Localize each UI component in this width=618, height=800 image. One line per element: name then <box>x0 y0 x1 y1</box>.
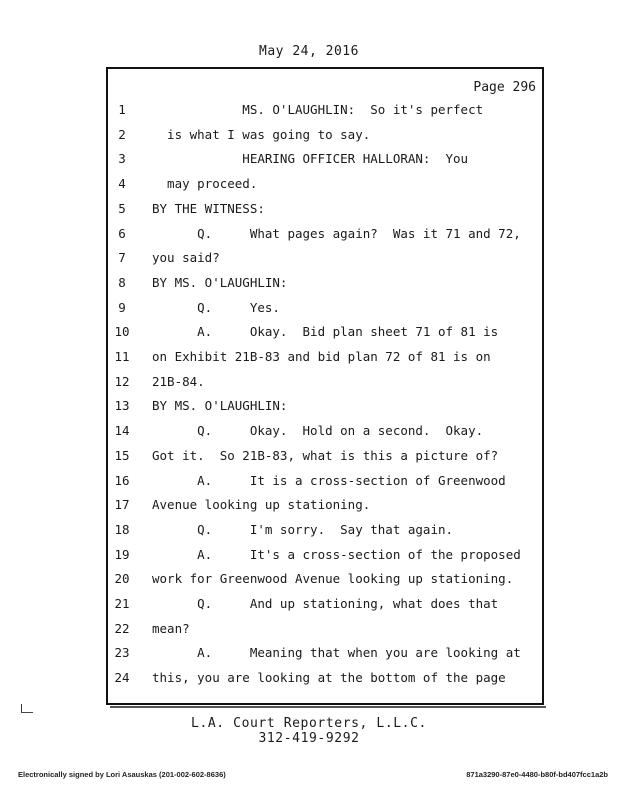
line-number: 12 <box>114 373 130 389</box>
transcript-line: A. It's a cross-section of the proposed <box>152 546 521 562</box>
line-number: 5 <box>118 200 126 216</box>
transcript-line: HEARING OFFICER HALLORAN: You <box>152 151 469 167</box>
transcript-line: Q. Okay. Hold on a second. Okay. <box>152 423 484 439</box>
margin-mark <box>21 704 22 712</box>
line-number: 13 <box>114 398 130 414</box>
margin-mark-tick <box>21 712 33 713</box>
transcript-line: work for Greenwood Avenue looking up stationing. <box>152 571 514 587</box>
transcript-line: you said? <box>152 250 220 266</box>
transcript-line: is what I was going to say. <box>152 126 371 142</box>
document-id: 871a3290-87e0-4480-b80f-bd407fcc1a2b <box>466 770 608 779</box>
transcript-line: Avenue looking up stationing. <box>152 497 371 513</box>
electronic-signature: Electronically signed by Lori Asauskas (201-002-602-8636) <box>18 770 226 779</box>
line-number: 10 <box>114 324 130 340</box>
line-number: 16 <box>114 472 130 488</box>
transcript-line: on Exhibit 21B-83 and bid plan 72 of 81 is on <box>152 349 491 364</box>
line-number: 19 <box>114 546 130 562</box>
line-number: 1 <box>118 102 126 117</box>
line-number: 3 <box>118 151 126 167</box>
line-number: 23 <box>114 645 130 661</box>
line-number: 11 <box>114 349 130 364</box>
transcript-line: BY MS. O'LAUGHLIN: <box>152 274 288 290</box>
line-number: 8 <box>118 274 126 290</box>
transcript-line: BY MS. O'LAUGHLIN: <box>152 398 288 414</box>
line-number: 24 <box>114 670 130 686</box>
transcript-line: this, you are looking at the bottom of the page <box>152 670 506 686</box>
line-number: 6 <box>118 225 126 241</box>
transcript-line: MS. O'LAUGHLIN: So it's perfect <box>152 102 484 117</box>
line-number: 9 <box>118 299 126 315</box>
transcript-line: may proceed. <box>152 176 258 192</box>
transcript-line: mean? <box>152 620 190 636</box>
line-number: 7 <box>118 250 126 266</box>
transcript-line: Q. Yes. <box>152 299 280 315</box>
line-number: 17 <box>114 497 130 513</box>
line-number: 14 <box>114 423 130 439</box>
line-number: 18 <box>114 521 130 537</box>
page-number: Page 296 <box>473 80 536 95</box>
transcript-line: A. Okay. Bid plan sheet 71 of 81 is <box>152 324 499 340</box>
footer-company: L.A. Court Reporters, L.L.C. <box>191 716 427 731</box>
line-number: 21 <box>114 596 130 611</box>
transcript-line: BY THE WITNESS: <box>152 200 265 216</box>
transcript-line: Q. What pages again? Was it 71 and 72, <box>152 225 521 241</box>
line-number: 15 <box>114 447 130 463</box>
line-number: 2 <box>118 126 126 142</box>
transcript-line: Q. And up stationing, what does that <box>152 596 499 611</box>
page-border-shadow <box>110 706 546 708</box>
footer-phone: 312-419-9292 <box>258 731 360 746</box>
transcript-line: A. It is a cross-section of Greenwood <box>152 472 506 488</box>
line-number: 4 <box>118 176 126 192</box>
line-number: 20 <box>114 571 130 587</box>
transcript-line: Q. I'm sorry. Say that again. <box>152 521 454 537</box>
line-number: 22 <box>114 620 130 636</box>
transcript-line: 21B-84. <box>152 373 205 389</box>
transcript-line: Got it. So 21B-83, what is this a picture of? <box>152 447 499 463</box>
header-date: May 24, 2016 <box>259 44 359 59</box>
transcript-line: A. Meaning that when you are looking at <box>152 645 521 661</box>
